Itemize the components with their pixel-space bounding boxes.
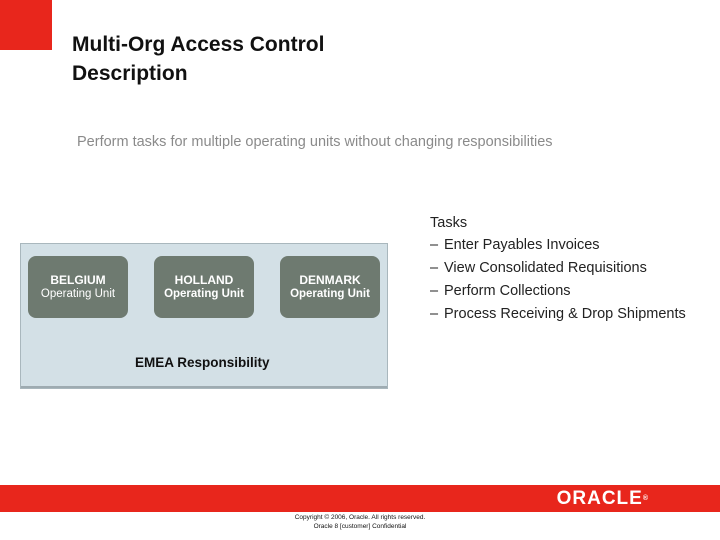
slide-title (72, 30, 472, 88)
task-text: Process Receiving & Drop Shipments (444, 306, 686, 322)
list-item (430, 304, 710, 324)
dash-bullet: – (430, 283, 439, 299)
operating-unit-belgium (28, 256, 128, 318)
list-item (430, 258, 710, 278)
oracle-logo (557, 488, 648, 509)
task-text: View Consolidated Requisitions (444, 260, 647, 276)
copyright-line-1: Copyright © 2006, Oracle. All rights reserved. (294, 514, 426, 521)
registered-mark: ® (642, 495, 648, 502)
list-item (430, 281, 710, 301)
operating-unit-label: Operating Unit (40, 288, 116, 300)
task-text: Enter Payables Invoices (444, 237, 600, 253)
task-list (430, 235, 710, 324)
responsibility-label: EMEA Responsibility (135, 355, 270, 370)
operating-unit-holland (154, 256, 254, 318)
oracle-logo-text: ORACLE (556, 488, 643, 509)
operating-unit-name: HOLLAND (174, 273, 234, 287)
list-item (430, 235, 710, 255)
dash-bullet: – (430, 260, 439, 276)
tasks-panel (430, 212, 710, 327)
emea-responsibility-diagram (20, 243, 388, 389)
copyright-notice (260, 513, 460, 531)
title-line-1: Multi-Org Access Control (72, 33, 325, 56)
dash-bullet: – (430, 306, 439, 322)
operating-unit-name: DENMARK (299, 273, 361, 287)
tasks-heading: Tasks (430, 215, 468, 231)
title-line-2: Description (72, 62, 188, 85)
corner-red-square (0, 0, 52, 50)
footer-bar (0, 485, 720, 512)
task-text: Perform Collections (444, 283, 571, 299)
operating-unit-label: Operating Unit (290, 288, 370, 300)
copyright-line-2: Oracle 8 [customer] Confidential (313, 523, 407, 530)
dash-bullet: – (430, 237, 439, 253)
operating-unit-name: BELGIUM (50, 273, 106, 287)
slide-subtitle: Perform tasks for multiple operating units without changing responsibilities (77, 134, 553, 150)
operating-unit-denmark (280, 256, 380, 318)
operating-unit-label: Operating Unit (164, 288, 244, 300)
